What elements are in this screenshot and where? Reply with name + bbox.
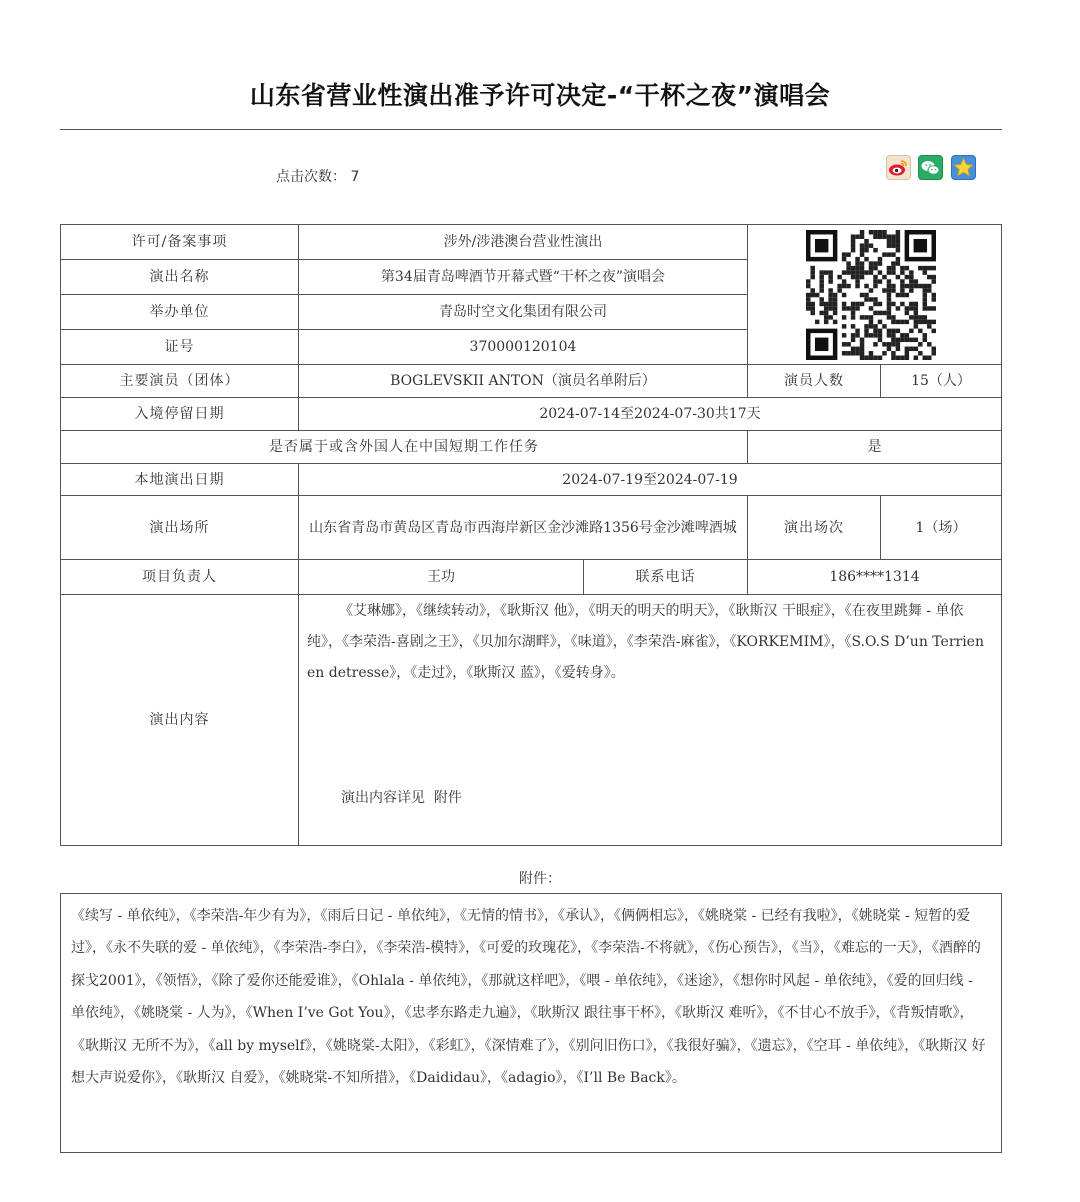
click-counter <box>276 166 359 186</box>
phone-label: 联系电话 <box>584 560 748 595</box>
qzone-icon[interactable] <box>951 155 976 180</box>
sessions-label: 演出场次 <box>748 496 881 560</box>
page-title: 山东省营业性演出准予许可决定-“干杯之夜”演唱会 <box>249 81 831 110</box>
venue-value: 山东省青岛市黄岛区青岛市西海岸新区金沙滩路1356号金沙滩啤酒城 <box>299 496 748 560</box>
license-no-label: 证号 <box>61 330 299 365</box>
license-no-value: 370000120104 <box>299 330 748 365</box>
show-name-label: 演出名称 <box>61 260 299 295</box>
content-value <box>299 595 1001 845</box>
sessions-value: 1（场） <box>881 496 1001 560</box>
entry-stay-value: 2024-07-14至2024-07-30共17天 <box>299 398 1001 431</box>
phone-value: 186****1314 <box>748 560 1001 595</box>
organizer-value: 青岛时空文化集团有限公司 <box>299 295 748 330</box>
project-lead-value: 王功 <box>299 560 584 595</box>
main-performer-value: BOGLEVSKII ANTON（演员名单附后） <box>299 365 748 398</box>
organizer-label: 举办单位 <box>61 295 299 330</box>
wechat-icon[interactable] <box>918 155 943 180</box>
project-lead-label: 项目负责人 <box>61 560 299 595</box>
annex-title: 附件： <box>519 871 561 887</box>
foreign-task-value: 是 <box>748 431 1001 464</box>
local-date-value: 2024-07-19至2024-07-19 <box>299 464 1001 496</box>
qr-code <box>806 230 936 360</box>
weibo-icon[interactable] <box>886 155 911 180</box>
venue-label: 演出场所 <box>61 496 299 560</box>
content-detail: 演出内容详见 附件 <box>341 790 462 806</box>
click-count-label: 点击次数： <box>276 169 346 185</box>
foreign-task-label: 是否属于或含外国人在中国短期工作任务 <box>61 431 748 464</box>
show-name-value: 第34届青岛啤酒节开幕式暨“干杯之夜”演唱会 <box>299 260 748 295</box>
local-date-label: 本地演出日期 <box>61 464 299 496</box>
content-songs: 《艾琳娜》，《继续转动》，《耿斯汉 他》，《明天的明天的明天》，《耿斯汉 干眼症》，《在夜里跳舞 - 单依纯》，《李荣浩-喜剧之王》，《贝加尔湖畔》，《味道》，《李荣浩-麻雀》，《KORKEMIM》，《S.O.S D’un Terrien en detresse》，《走过》，《耿斯汉 蓝》，《爱转身》。 <box>307 603 984 681</box>
click-count-value: 7 <box>350 169 360 185</box>
performer-count-label: 演员人数 <box>748 365 881 398</box>
content-label: 演出内容 <box>61 595 299 845</box>
annex-content: 《续写 - 单依纯》，《李荣浩-年少有为》，《雨后日记 - 单依纯》，《无情的情书》，《承认》，《俩俩相忘》，《姚晓棠 - 已经有我啦》，《姚晓棠 - 短暂的爱过》，《永不失联的爱 - 单依纯》，《李荣浩-李白》，《李荣浩-模特》，《可爱的玫瑰花》，《李荣浩-不将就》，《伤心预告》，《当》，《难忘的一天》，《酒醉的探戈2001》，《领悟》，《除了爱你还能爱谁》，《Ohlala - 单依纯》，《那就这样吧》，《喂 - 单依纯》，《迷途》，《想你时风起 - 单依纯》，《爱的回归线 - 单依纯》，《姚晓棠 - 人为》，《When I’ve Got You》，《忠孝东路走九遍》，《耿斯汉 跟往事干杯》，《耿斯汉 难听》，《不甘心不放手》，《背叛情歌》，《耿斯汉 无所不为》，《all by myself》，《姚晓棠-太阳》，《彩虹》，《深情难了》，《别问旧伤口》，《我很好骗》，《遗忘》，《空耳 - 单依纯》，《耿斯汉 好想大声说爱你》，《耿斯汉 自爱》，《姚晓棠-不知所措》，《Daididau》，《adagio》，《I’ll Be Back》。 <box>60 893 1002 1153</box>
permit-type-value: 涉外/涉港澳台营业性演出 <box>299 225 748 260</box>
title-divider <box>60 129 1002 130</box>
permit-type-label: 许可/备案事项 <box>61 225 299 260</box>
performer-count-value: 15（人） <box>881 365 1001 398</box>
main-performer-label: 主要演员（团体） <box>61 365 299 398</box>
entry-stay-label: 入境停留日期 <box>61 398 299 431</box>
